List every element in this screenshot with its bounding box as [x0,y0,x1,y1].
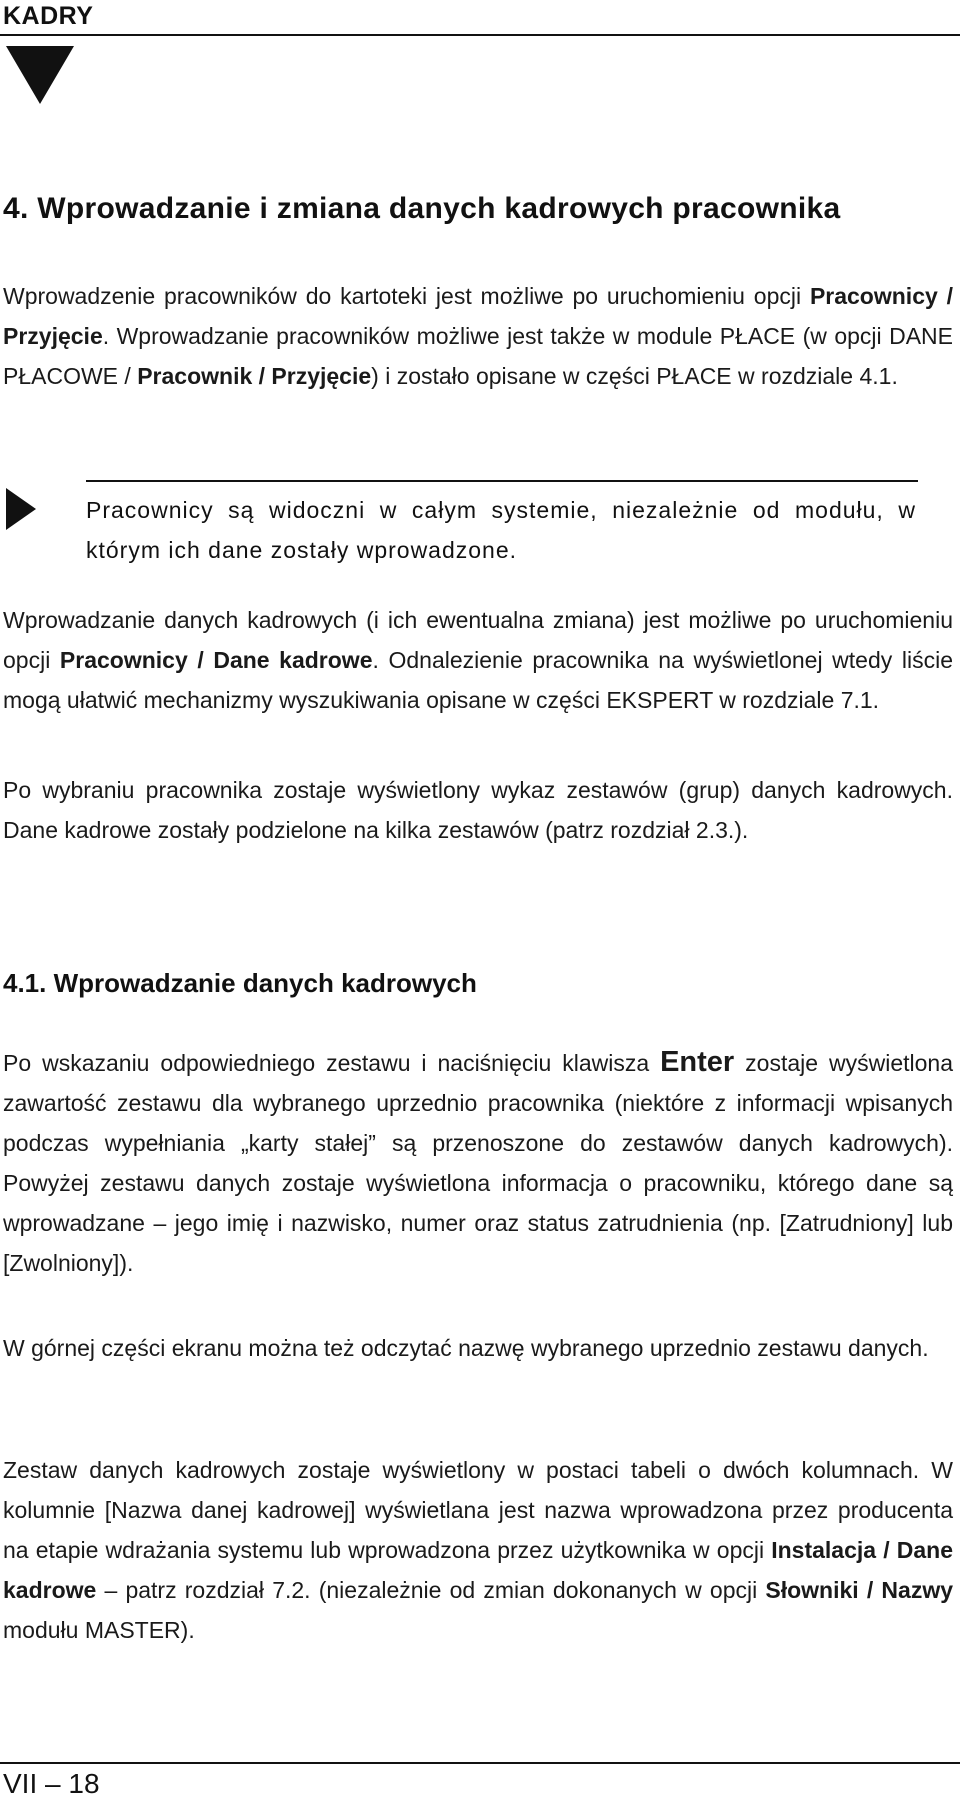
data-entry-paragraph [3,600,953,720]
chapter-heading: 4. Wprowadzanie i zmiana danych kadrowych pracownika [3,192,841,225]
enter-text-1: Po wskazaniu odpowiedniego zestawu i naciśnięciu klawisza [3,1050,661,1076]
note-box [0,476,920,586]
data-entry-text-2: . Odnalezienie pracownika na wyświetlonej wtedy liście mogą ułatwić mechanizmy wyszukiwania opisane w części EKSPERT w rozdziale 7.1. [3,647,953,713]
footer-rule [0,1762,960,1764]
section-heading: 4.1. Wprowadzanie danych kadrowych [3,968,477,998]
enter-text-2: zostaje wyświetlona zawartość zestawu dla wybranego uprzednio pracownika (niektóre z informacji wpisanych podczas wypełniania „karty stałej” są przenoszone do zestawów danych kadrowych). Powyżej zestawu danych zostaje wyświetlona informacja o pracowniku, którego dane są wprowadzane – jego imię i nazwisko, numer oraz status zatrudnienia (np. [Zatrudniony] lub [Zwolniony]). [3,1050,953,1276]
enter-key-label: Enter [660,1046,735,1078]
after-select-paragraph: Po wybraniu pracownika zostaje wyświetlony wykaz zestawów (grup) danych kadrowych. Dane kadrowe zostały podzielone na kilka zestawów (patrz rozdział 2.3.). [3,777,953,843]
section-marker-triangle-icon [6,46,74,104]
page-number: VII – 18 [3,1768,100,1799]
menu-path-pracownicy-przyjecie: Pracownicy / Przyjęcie [3,283,953,349]
note-rule [86,480,918,482]
table-text-3: modułu MASTER). [3,1617,195,1643]
enter-paragraph [3,1042,953,1283]
menu-path-slowniki-nazwy: Słowniki / Nazwy [765,1577,953,1603]
menu-path-pracownicy-dane-kadrowe: Pracownicy / Dane kadrowe [59,647,373,673]
table-paragraph [3,1450,953,1650]
menu-path-instalacja-dane-kadrowe: Instalacja / Dane kadrowe [3,1537,953,1603]
section-label: KADRY [3,2,94,30]
menu-path-pracownik-przyjecie: Pracownik / Przyjęcie [137,363,372,389]
note-arrow-icon [6,488,36,530]
intro-text-2: . Wprowadzanie pracowników możliwe jest także w module PŁACE (w opcji DANE PŁACOWE / [3,323,953,389]
data-entry-text-1: Wprowadzanie danych kadrowych (i ich ewentualna zmiana) jest możliwe po uruchomieniu opcji [3,607,953,673]
note-text: Pracownicy są widoczni w całym systemie, niezależnie od modułu, w którym ich dane zostały wprowadzone. [86,497,916,563]
intro-paragraph [3,276,953,396]
intro-text-3: ) i zostało opisane w części PŁACE w rozdziale 4.1. [371,363,898,389]
table-text-1: Zestaw danych kadrowych zostaje wyświetlony w postaci tabeli o dwóch kolumnach. W kolumnie [Nazwa danej kadrowej] wyświetlana jest nazwa wprowadzona przez producenta na etapie wdrażania systemu lub wprowadzona przez użytkownika w opcji [3,1457,953,1563]
intro-text-1: Wprowadzenie pracowników do kartoteki jest możliwe po uruchomieniu opcji [3,283,810,309]
top-screen-paragraph: W górnej części ekranu można też odczytać nazwę wybranego uprzednio zestawu danych. [3,1335,929,1361]
table-text-2: – patrz rozdział 7.2. (niezależnie od zmian dokonanych w opcji [96,1577,766,1603]
header-rule [0,34,960,36]
